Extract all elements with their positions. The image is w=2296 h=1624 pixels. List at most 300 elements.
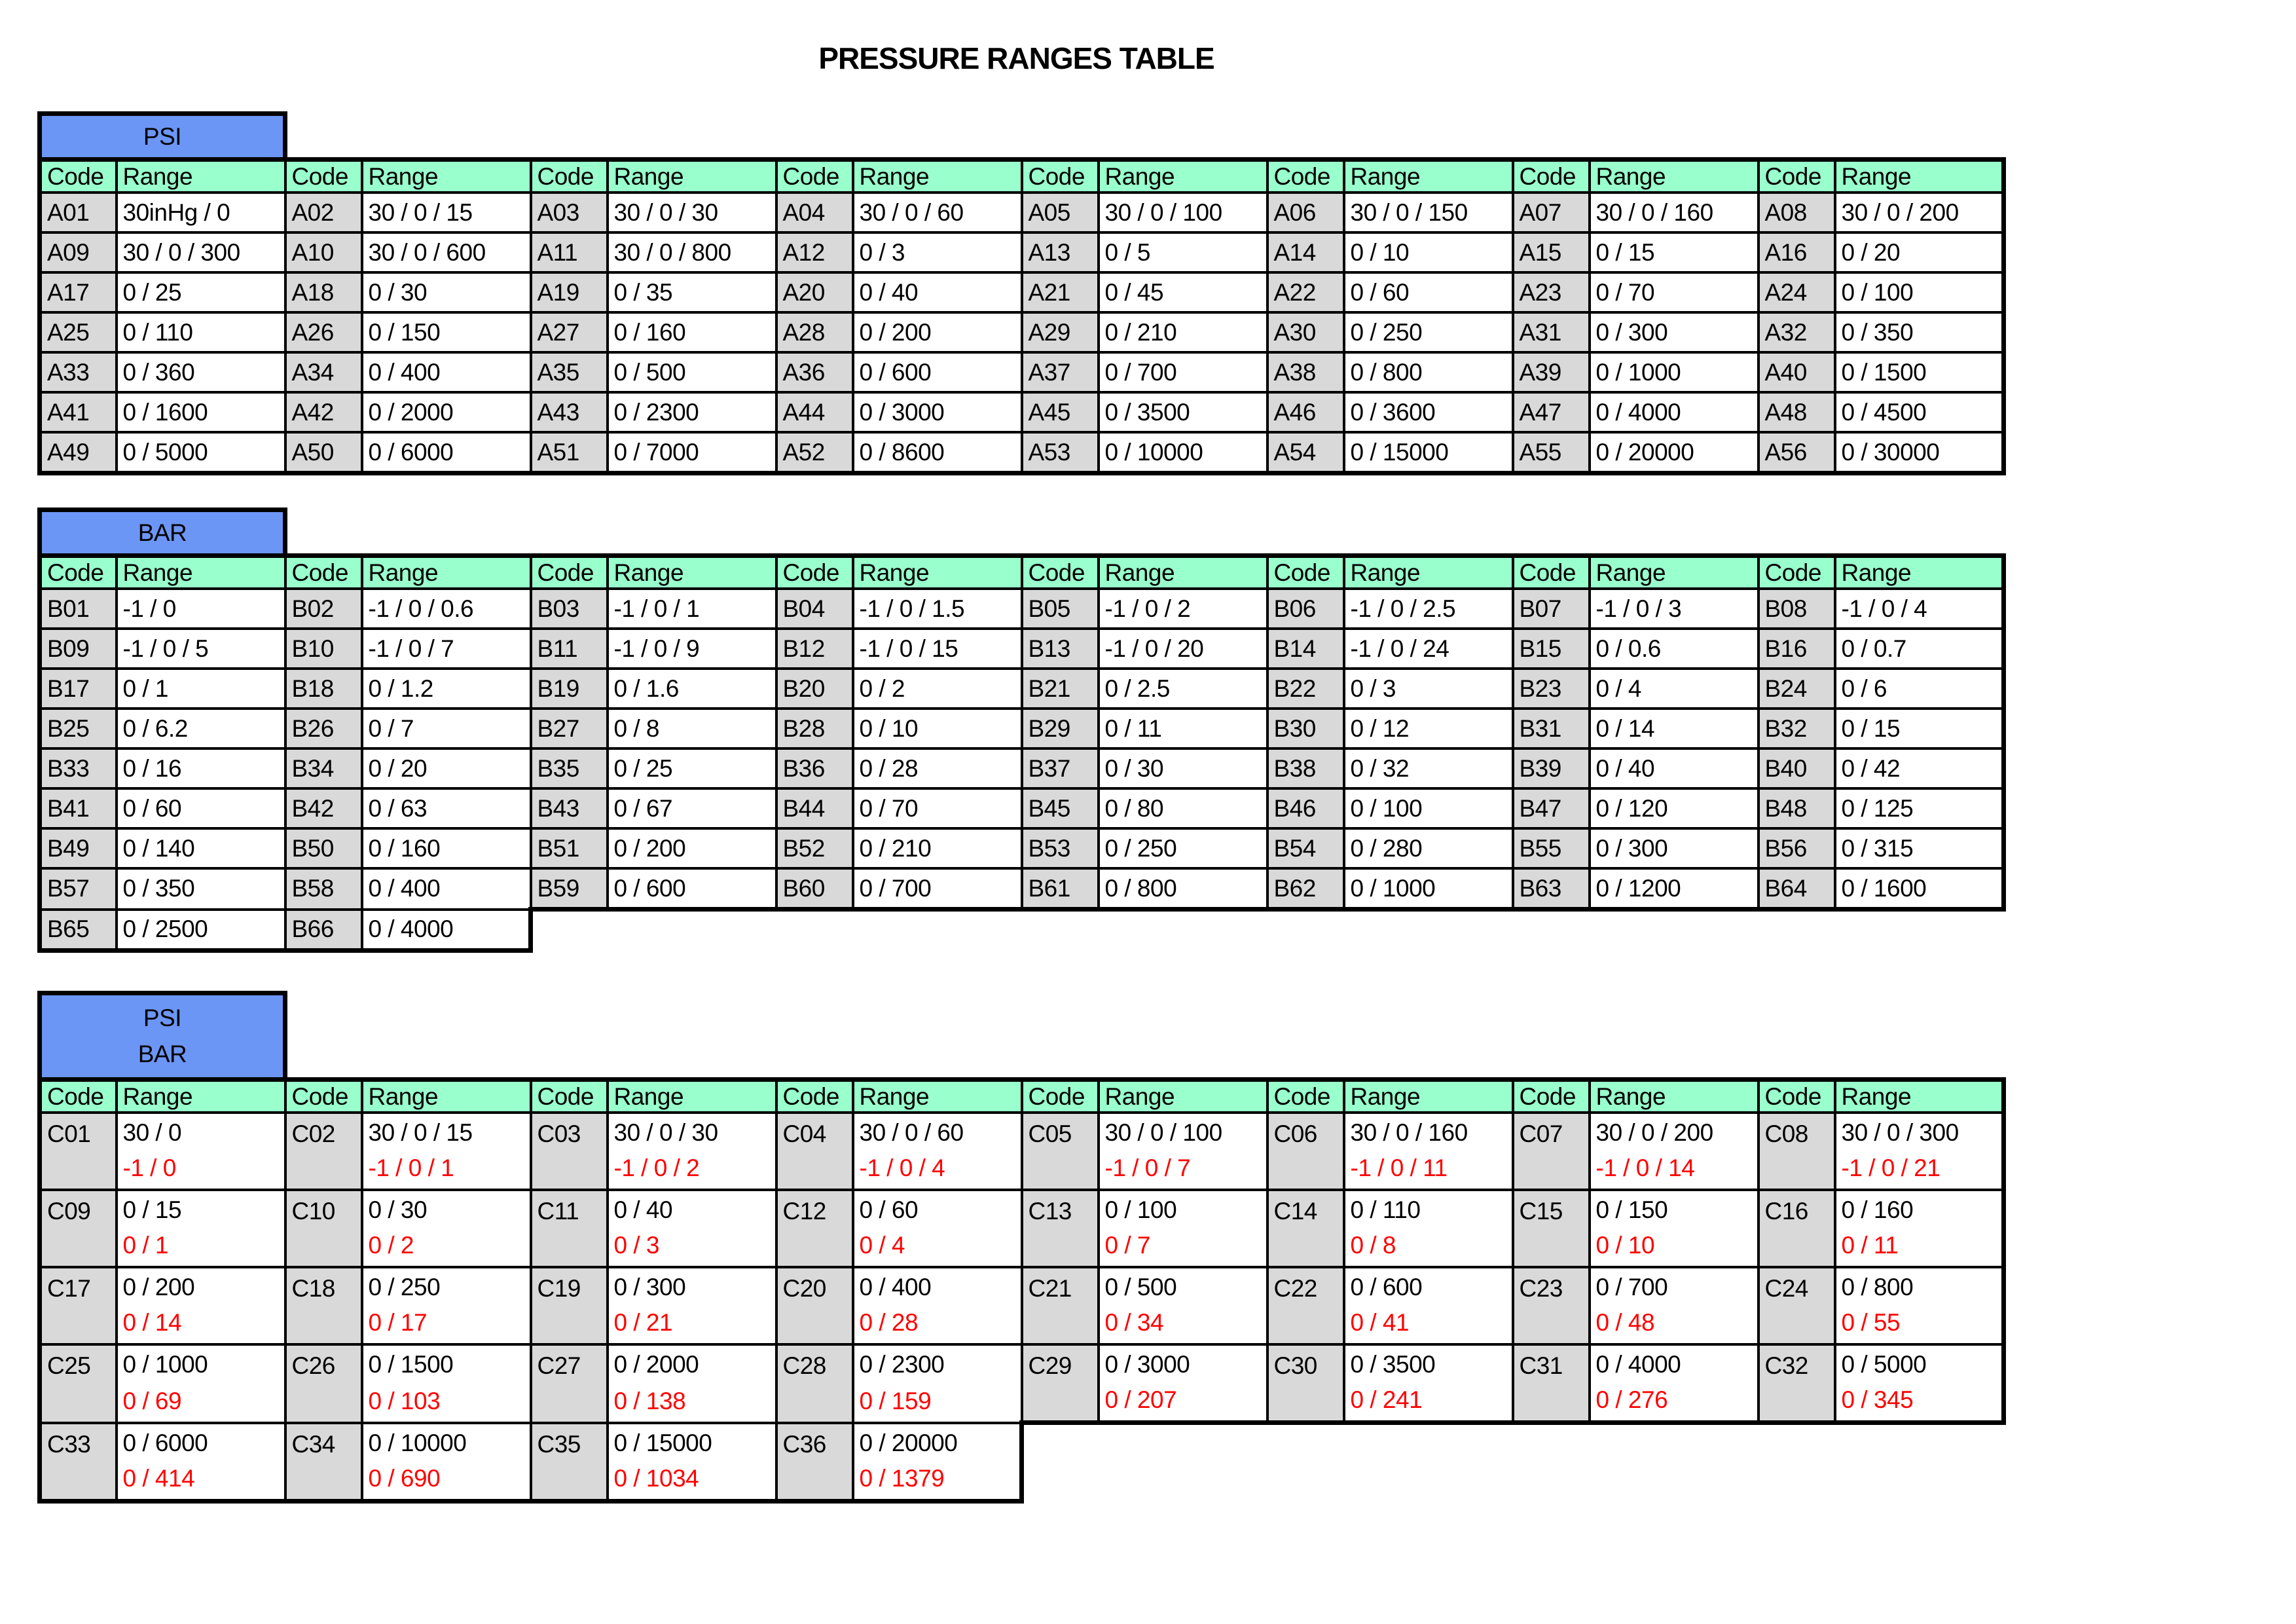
range-cell: [1590, 1113, 1758, 1190]
code-cell: B63: [1513, 868, 1590, 910]
range-cell: 0 / 1600: [117, 392, 285, 432]
range-column-header: Range: [1590, 160, 1758, 193]
code-cell: B41: [40, 788, 117, 828]
psi-value: 0 / 250: [368, 1274, 441, 1301]
range-cell: 0 / 100: [1835, 272, 2004, 312]
code-cell: A24: [1758, 272, 1835, 312]
range-column-header: Range: [1835, 160, 2004, 193]
psi-value: 0 / 3500: [1350, 1351, 1436, 1378]
range-cell: 0 / 140: [117, 828, 285, 868]
range-cell: -1 / 0 / 1.5: [853, 589, 1022, 629]
psi-value: 0 / 1000: [122, 1351, 208, 1378]
range-cell: 0 / 300: [1590, 828, 1758, 868]
bar-value: 0 / 55: [1841, 1309, 1901, 1336]
table-row: [40, 1113, 2004, 1190]
code-cell: B30: [1267, 709, 1344, 748]
code-cell: B66: [285, 910, 362, 951]
code-cell: A45: [1022, 392, 1099, 432]
code-cell: B55: [1513, 828, 1590, 868]
bar-value: 0 / 1379: [859, 1464, 945, 1492]
code-cell: A43: [531, 392, 608, 432]
range-cell: 0 / 4500: [1835, 392, 2004, 432]
code-cell: B10: [285, 629, 362, 669]
code-cell: B08: [1758, 589, 1835, 629]
range-cell: [362, 1190, 531, 1267]
code-cell: B34: [285, 748, 362, 788]
range-cell: [362, 1423, 531, 1502]
code-column-header: Code: [776, 160, 853, 193]
code-column-header: Code: [40, 160, 117, 193]
unit-label: BAR: [137, 1041, 187, 1068]
range-cell: 0 / 315: [1835, 828, 2004, 868]
code-cell: A25: [40, 312, 117, 352]
range-column-header: Range: [1099, 1080, 1267, 1113]
range-cell: 0 / 42: [1835, 748, 2004, 788]
range-cell: [608, 1423, 776, 1502]
code-column-header: Code: [1022, 556, 1099, 589]
code-cell: B16: [1758, 629, 1835, 669]
bar-value: -1 / 0 / 21: [1841, 1154, 1941, 1181]
code-cell: C04: [776, 1113, 853, 1190]
code-cell: A55: [1513, 432, 1590, 473]
range-cell: [608, 1344, 776, 1423]
range-cell: -1 / 0 / 4: [1835, 589, 2004, 629]
header-row: [40, 160, 2004, 193]
range-cell: 0 / 30000: [1835, 432, 2004, 473]
code-column-header: Code: [1022, 1080, 1099, 1113]
range-cell: 0 / 280: [1344, 828, 1513, 868]
range-column-header: Range: [117, 1080, 285, 1113]
code-cell: B15: [1513, 629, 1590, 669]
code-cell: A37: [1022, 352, 1099, 392]
bar-value: 0 / 69: [122, 1387, 182, 1414]
psi-value: 0 / 400: [859, 1274, 932, 1301]
code-cell: C13: [1022, 1190, 1099, 1267]
psi-value: 0 / 700: [1595, 1274, 1668, 1301]
code-cell: A38: [1267, 352, 1344, 392]
table-row: [40, 629, 2004, 669]
range-column-header: Range: [608, 160, 776, 193]
range-cell: [362, 1344, 531, 1423]
code-cell: B42: [285, 788, 362, 828]
code-cell: A18: [285, 272, 362, 312]
range-cell: 30 / 0 / 800: [608, 232, 776, 272]
range-column-header: Range: [1835, 1080, 2004, 1113]
code-cell: C29: [1022, 1344, 1099, 1423]
psi-value: 0 / 160: [1841, 1196, 1914, 1223]
code-cell: A13: [1022, 232, 1099, 272]
table-row: [40, 432, 2004, 473]
range-cell: 0 / 210: [853, 828, 1022, 868]
range-cell: [1344, 1190, 1513, 1267]
range-cell: [362, 1267, 531, 1344]
code-cell: B29: [1022, 709, 1099, 748]
range-cell: 0 / 20: [1835, 232, 2004, 272]
bar-value: 0 / 8: [1350, 1232, 1396, 1259]
page-title: PRESSURE RANGES TABLE: [818, 41, 1214, 75]
table-row: [40, 352, 2004, 392]
bar-value: 0 / 414: [122, 1464, 195, 1492]
code-cell: B26: [285, 709, 362, 748]
range-column-header: Range: [1590, 556, 1758, 589]
bar-value: -1 / 0 / 4: [859, 1154, 945, 1181]
bar-value: 0 / 7: [1104, 1232, 1150, 1259]
range-cell: 0 / 15: [1590, 232, 1758, 272]
range-cell: 0 / 14: [1590, 709, 1758, 748]
code-cell: B25: [40, 709, 117, 748]
code-cell: C20: [776, 1267, 853, 1344]
code-cell: B05: [1022, 589, 1099, 629]
code-cell: A28: [776, 312, 853, 352]
code-cell: B21: [1022, 669, 1099, 709]
range-cell: 0 / 3600: [1344, 392, 1513, 432]
range-cell: 0 / 70: [853, 788, 1022, 828]
code-cell: B43: [531, 788, 608, 828]
psi-value: 30 / 0 / 300: [1841, 1119, 1959, 1146]
code-cell: A02: [285, 193, 362, 232]
range-cell: 0 / 8600: [853, 432, 1022, 473]
bar-unit-header: [37, 507, 287, 553]
code-cell: A32: [1758, 312, 1835, 352]
range-cell: 0 / 20: [362, 748, 531, 788]
bar-value: 0 / 1034: [613, 1464, 699, 1492]
range-cell: [1835, 1344, 2004, 1423]
range-column-header: Range: [1344, 160, 1513, 193]
code-cell: B32: [1758, 709, 1835, 748]
range-column-header: Range: [853, 1080, 1022, 1113]
range-cell: 0 / 15000: [1344, 432, 1513, 473]
bar-value: -1 / 0: [122, 1154, 176, 1181]
bar-table-block: [37, 507, 2006, 953]
range-column-header: Range: [362, 1080, 531, 1113]
code-cell: A47: [1513, 392, 1590, 432]
range-cell: 30 / 0 / 160: [1590, 193, 1758, 232]
bar-value: 0 / 138: [613, 1387, 686, 1414]
range-cell: -1 / 0 / 0.6: [362, 589, 531, 629]
code-cell: A51: [531, 432, 608, 473]
range-cell: 0 / 3: [853, 232, 1022, 272]
code-cell: B52: [776, 828, 853, 868]
code-cell: C34: [285, 1423, 362, 1502]
range-cell: 0 / 600: [608, 868, 776, 910]
range-cell: 0 / 110: [117, 312, 285, 352]
range-cell: [608, 1190, 776, 1267]
header-row: [40, 556, 2004, 589]
range-cell: [853, 1267, 1022, 1344]
range-cell: 0 / 15: [1835, 709, 2004, 748]
code-cell: C06: [1267, 1113, 1344, 1190]
psi-value: 0 / 110: [1350, 1196, 1421, 1223]
code-cell: B58: [285, 868, 362, 910]
bar-value: 0 / 4: [859, 1232, 905, 1259]
range-cell: 0 / 30: [1099, 748, 1267, 788]
code-cell: A14: [1267, 232, 1344, 272]
bar-value: -1 / 0 / 11: [1350, 1154, 1448, 1181]
range-cell: 0 / 10: [1344, 232, 1513, 272]
psi-value: 0 / 15: [122, 1196, 182, 1223]
range-cell: 0 / 25: [608, 748, 776, 788]
range-cell: 0 / 5000: [117, 432, 285, 473]
table-row: [40, 589, 2004, 629]
psi-value: 0 / 10000: [368, 1429, 467, 1456]
bar-value: 0 / 207: [1104, 1386, 1177, 1413]
table-row: [40, 312, 2004, 352]
range-cell: 0 / 4: [1590, 669, 1758, 709]
range-cell: [1835, 1113, 2004, 1190]
code-cell: C28: [776, 1344, 853, 1423]
psi-value: 0 / 2000: [613, 1351, 699, 1378]
code-cell: A31: [1513, 312, 1590, 352]
code-cell: B06: [1267, 589, 1344, 629]
unit-label: PSI: [143, 122, 182, 150]
range-column-header: Range: [1344, 556, 1513, 589]
code-cell: A08: [1758, 193, 1835, 232]
code-cell: A40: [1758, 352, 1835, 392]
bar-ranges-table: [37, 553, 2006, 953]
range-cell: 0 / 1.6: [608, 669, 776, 709]
code-cell: C33: [40, 1423, 117, 1502]
table-row: [40, 828, 2004, 868]
range-cell: 0 / 4000: [362, 910, 531, 951]
code-column-header: Code: [1513, 160, 1590, 193]
range-cell: 0 / 30: [362, 272, 531, 312]
range-column-header: Range: [117, 160, 285, 193]
range-column-header: Range: [1835, 556, 2004, 589]
code-cell: A22: [1267, 272, 1344, 312]
range-cell: [1344, 1113, 1513, 1190]
psi-value: 30 / 0 / 100: [1104, 1119, 1222, 1146]
bar-value: 0 / 28: [859, 1309, 919, 1336]
code-cell: C24: [1758, 1267, 1835, 1344]
table-row: [40, 1344, 2004, 1423]
range-cell: 0 / 2.5: [1099, 669, 1267, 709]
range-cell: 0 / 200: [608, 828, 776, 868]
range-cell: 0 / 6000: [362, 432, 531, 473]
code-cell: A01: [40, 193, 117, 232]
code-cell: A44: [776, 392, 853, 432]
code-column-header: Code: [531, 1080, 608, 1113]
range-cell: 0 / 40: [853, 272, 1022, 312]
code-cell: B35: [531, 748, 608, 788]
range-cell: 0 / 120: [1590, 788, 1758, 828]
range-cell: 0 / 6: [1835, 669, 2004, 709]
code-cell: C27: [531, 1344, 608, 1423]
bar-value: 0 / 241: [1350, 1386, 1423, 1413]
range-cell: 0 / 12: [1344, 709, 1513, 748]
table-row: [40, 392, 2004, 432]
code-cell: B54: [1267, 828, 1344, 868]
code-cell: B36: [776, 748, 853, 788]
range-cell: 0 / 10000: [1099, 432, 1267, 473]
psi-value: 0 / 6000: [122, 1429, 208, 1456]
range-column-header: Range: [1099, 556, 1267, 589]
code-cell: C18: [285, 1267, 362, 1344]
range-cell: 0 / 1000: [1344, 868, 1513, 910]
psi-value: 0 / 500: [1104, 1274, 1177, 1301]
code-cell: C02: [285, 1113, 362, 1190]
bar-value: -1 / 0 / 14: [1595, 1154, 1695, 1181]
code-cell: C03: [531, 1113, 608, 1190]
range-cell: -1 / 0 / 7: [362, 629, 531, 669]
code-cell: B19: [531, 669, 608, 709]
code-cell: A04: [776, 193, 853, 232]
bar-value: 0 / 159: [859, 1387, 932, 1414]
range-cell: [117, 1344, 285, 1423]
range-cell: 30 / 0 / 600: [362, 232, 531, 272]
code-cell: C15: [1513, 1190, 1590, 1267]
code-cell: B09: [40, 629, 117, 669]
code-cell: B48: [1758, 788, 1835, 828]
code-cell: B12: [776, 629, 853, 669]
range-cell: 0 / 60: [1344, 272, 1513, 312]
range-cell: 30 / 0 / 150: [1344, 193, 1513, 232]
code-cell: B50: [285, 828, 362, 868]
range-cell: 0 / 200: [853, 312, 1022, 352]
table-row: [40, 910, 2004, 951]
psi-value: 30 / 0 / 200: [1595, 1119, 1713, 1146]
range-cell: [1344, 1344, 1513, 1423]
code-cell: A49: [40, 432, 117, 473]
code-cell: A56: [1758, 432, 1835, 473]
code-cell: B46: [1267, 788, 1344, 828]
code-cell: B59: [531, 868, 608, 910]
code-cell: B07: [1513, 589, 1590, 629]
code-column-header: Code: [1758, 1080, 1835, 1113]
range-cell: 0 / 600: [853, 352, 1022, 392]
psi-value: 0 / 3000: [1104, 1351, 1190, 1378]
psi-value: 0 / 200: [122, 1274, 195, 1301]
code-cell: C19: [531, 1267, 608, 1344]
code-cell: C09: [40, 1190, 117, 1267]
table-row: [40, 193, 2004, 232]
range-cell: 0 / 63: [362, 788, 531, 828]
psi-table-block: [37, 111, 2006, 475]
code-cell: C12: [776, 1190, 853, 1267]
bar-value: 0 / 11: [1841, 1232, 1899, 1259]
code-column-header: Code: [776, 1080, 853, 1113]
code-cell: B23: [1513, 669, 1590, 709]
code-column-header: Code: [1758, 160, 1835, 193]
code-cell: B04: [776, 589, 853, 629]
code-cell: B61: [1022, 868, 1099, 910]
range-cell: [1590, 1267, 1758, 1344]
code-cell: B56: [1758, 828, 1835, 868]
range-cell: 0 / 2300: [608, 392, 776, 432]
code-column-header: Code: [1513, 556, 1590, 589]
range-cell: 0 / 150: [362, 312, 531, 352]
range-cell: 0 / 250: [1344, 312, 1513, 352]
range-cell: [362, 1113, 531, 1190]
range-cell: 0 / 160: [362, 828, 531, 868]
range-cell: [117, 1267, 285, 1344]
psi-value: 30 / 0 / 15: [368, 1119, 473, 1146]
code-cell: B44: [776, 788, 853, 828]
psi-value: 0 / 30: [368, 1196, 428, 1223]
code-cell: C16: [1758, 1190, 1835, 1267]
bar-value: 0 / 690: [368, 1464, 441, 1492]
code-column-header: Code: [285, 556, 362, 589]
code-cell: C07: [1513, 1113, 1590, 1190]
range-cell: 0 / 35: [608, 272, 776, 312]
range-cell: 0 / 67: [608, 788, 776, 828]
range-cell: 0 / 80: [1099, 788, 1267, 828]
code-cell: A17: [40, 272, 117, 312]
range-cell: -1 / 0 / 15: [853, 629, 1022, 669]
range-cell: -1 / 0 / 9: [608, 629, 776, 669]
table-row: [40, 1423, 2004, 1502]
range-cell: [1590, 1190, 1758, 1267]
code-cell: B51: [531, 828, 608, 868]
range-cell: 0 / 125: [1835, 788, 2004, 828]
bar-value: 0 / 10: [1595, 1232, 1655, 1259]
range-cell: 0 / 28: [853, 748, 1022, 788]
code-cell: C08: [1758, 1113, 1835, 1190]
range-cell: 30 / 0 / 300: [117, 232, 285, 272]
range-cell: 0 / 1: [117, 669, 285, 709]
code-cell: B49: [40, 828, 117, 868]
range-cell: 0 / 16: [117, 748, 285, 788]
range-cell: [1099, 1190, 1267, 1267]
range-cell: [853, 1344, 1022, 1423]
range-cell: -1 / 0 / 5: [117, 629, 285, 669]
code-cell: B28: [776, 709, 853, 748]
code-cell: C25: [40, 1344, 117, 1423]
range-cell: 0 / 0.6: [1590, 629, 1758, 669]
code-cell: B45: [1022, 788, 1099, 828]
range-column-header: Range: [117, 556, 285, 589]
psi-value: 0 / 800: [1841, 1274, 1914, 1301]
code-cell: B02: [285, 589, 362, 629]
bar-value: 0 / 48: [1595, 1309, 1655, 1336]
code-column-header: Code: [531, 160, 608, 193]
psi-value: 0 / 1500: [368, 1351, 454, 1378]
code-column-header: Code: [531, 556, 608, 589]
bar-value: 0 / 103: [368, 1387, 441, 1414]
code-column-header: Code: [1513, 1080, 1590, 1113]
code-cell: A10: [285, 232, 362, 272]
range-cell: 0 / 2000: [362, 392, 531, 432]
range-column-header: Range: [1099, 160, 1267, 193]
range-cell: [1099, 1113, 1267, 1190]
code-cell: A06: [1267, 193, 1344, 232]
range-cell: [1344, 1267, 1513, 1344]
code-column-header: Code: [40, 556, 117, 589]
range-cell: 30 / 0 / 200: [1835, 193, 2004, 232]
code-cell: B47: [1513, 788, 1590, 828]
range-cell: [1590, 1344, 1758, 1423]
range-cell: 0 / 500: [608, 352, 776, 392]
range-cell: [853, 1190, 1022, 1267]
range-cell: 0 / 350: [117, 868, 285, 910]
code-cell: A46: [1267, 392, 1344, 432]
range-cell: 0 / 800: [1099, 868, 1267, 910]
code-cell: B14: [1267, 629, 1344, 669]
range-column-header: Range: [1590, 1080, 1758, 1113]
table-row: [40, 1190, 2004, 1267]
range-cell: 0 / 360: [117, 352, 285, 392]
bar-value: 0 / 1: [122, 1232, 168, 1259]
range-cell: [853, 1113, 1022, 1190]
range-cell: 0 / 32: [1344, 748, 1513, 788]
range-cell: [608, 1267, 776, 1344]
range-cell: 0 / 10: [853, 709, 1022, 748]
code-cell: A34: [285, 352, 362, 392]
code-cell: B01: [40, 589, 117, 629]
range-cell: 30 / 0 / 60: [853, 193, 1022, 232]
range-cell: 0 / 350: [1835, 312, 2004, 352]
bar-value: 0 / 14: [122, 1309, 182, 1336]
range-cell: 0 / 1000: [1590, 352, 1758, 392]
